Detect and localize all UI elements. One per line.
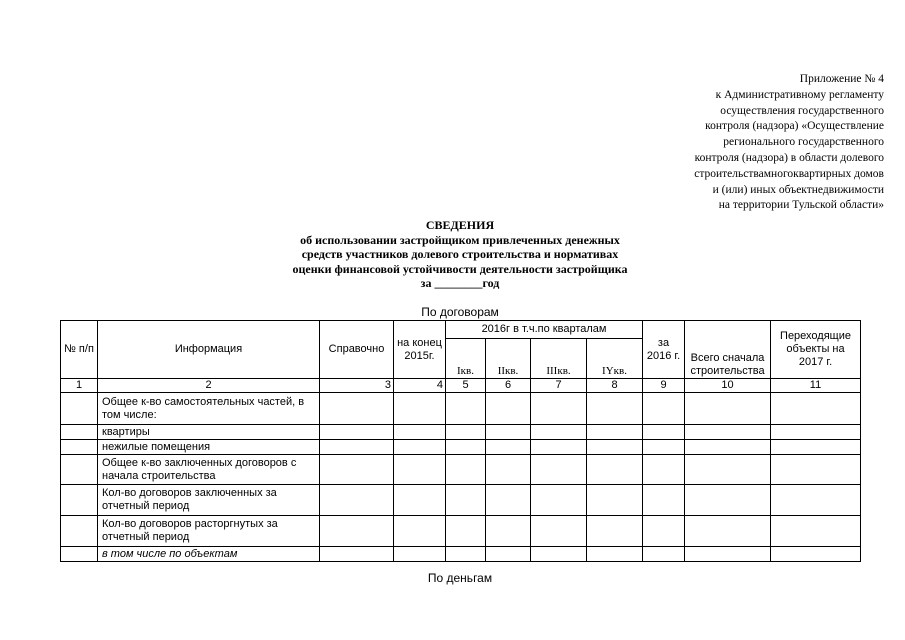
table-cell xyxy=(320,455,394,485)
row-label: квартиры xyxy=(98,425,320,440)
table-cell xyxy=(446,393,486,425)
table-cell xyxy=(320,516,394,547)
header-reference: Справочно xyxy=(320,321,394,379)
table-cell xyxy=(486,485,531,516)
table-cell xyxy=(446,485,486,516)
table-cell xyxy=(320,485,394,516)
header-end-2015: на конец 2015г. xyxy=(394,321,446,379)
column-number: 2 xyxy=(98,379,320,393)
table-cell xyxy=(643,516,685,547)
table-cell xyxy=(685,393,771,425)
table-cell xyxy=(643,485,685,516)
table-row xyxy=(61,516,861,547)
report-table xyxy=(60,320,861,562)
table-cell xyxy=(771,485,861,516)
table-cell xyxy=(61,485,98,516)
table-cell xyxy=(531,547,587,562)
row-label: Кол-во договоров расторгнутых за отчетный период xyxy=(98,516,320,547)
header-q1: Iкв. xyxy=(446,339,486,379)
table-cell xyxy=(587,516,643,547)
table-cell xyxy=(531,440,587,455)
table-cell xyxy=(771,516,861,547)
document-title: СВЕДЕНИЯ xyxy=(425,218,495,232)
column-number: 9 xyxy=(643,379,685,393)
heading-line: за ________год xyxy=(420,276,500,290)
header-row xyxy=(61,321,861,339)
table-cell xyxy=(643,425,685,440)
appendix-line: строительствамногоквартирных домов xyxy=(694,167,884,180)
column-number: 8 xyxy=(587,379,643,393)
table-cell xyxy=(446,547,486,562)
header-q4: IYкв. xyxy=(587,339,643,379)
header-total: Всего сначала строительства xyxy=(685,321,771,379)
table-cell xyxy=(394,425,446,440)
table-cell xyxy=(446,516,486,547)
table-row xyxy=(61,455,861,485)
table-cell xyxy=(486,393,531,425)
table-cell xyxy=(643,547,685,562)
table-cell xyxy=(771,455,861,485)
table-cell xyxy=(587,425,643,440)
table-row xyxy=(61,425,861,440)
table-cell xyxy=(61,393,98,425)
table-cell xyxy=(685,425,771,440)
column-number: 4 xyxy=(394,379,446,393)
table-cell xyxy=(486,440,531,455)
column-number: 7 xyxy=(531,379,587,393)
row-label: нежилые помещения xyxy=(98,440,320,455)
table-cell xyxy=(685,485,771,516)
table-cell xyxy=(394,455,446,485)
appendix-block xyxy=(600,72,884,214)
table-row xyxy=(61,440,861,455)
row-label: Кол-во договоров заключенных за отчетный период xyxy=(98,485,320,516)
row-label: Общее к-во самостоятельных частей, в том числе: xyxy=(98,393,320,425)
table-cell xyxy=(394,516,446,547)
table-row xyxy=(61,393,861,425)
column-number: 6 xyxy=(486,379,531,393)
table-row xyxy=(61,485,861,516)
row-label: Общее к-во заключенных договоров с начала строительства xyxy=(98,455,320,485)
table-cell xyxy=(61,455,98,485)
table-cell xyxy=(771,547,861,562)
table-cell xyxy=(320,440,394,455)
column-number-row xyxy=(61,379,861,393)
table-cell xyxy=(771,440,861,455)
table-cell xyxy=(446,440,486,455)
header-carryover: Переходящие объекты на 2017 г. xyxy=(771,321,861,379)
table-cell xyxy=(587,440,643,455)
table-cell xyxy=(486,425,531,440)
header-q2: IIкв. xyxy=(486,339,531,379)
table-cell xyxy=(394,393,446,425)
table-cell xyxy=(486,547,531,562)
table-cell xyxy=(531,393,587,425)
appendix-line: осуществления государственного xyxy=(720,104,884,117)
table-cell xyxy=(587,455,643,485)
heading-line: оценки финансовой устойчивости деятельности застройщика xyxy=(292,261,628,276)
header-quarters-group: 2016г в т.ч.по кварталам xyxy=(446,321,643,339)
table-cell xyxy=(394,440,446,455)
table-cell xyxy=(320,393,394,425)
appendix-line: к Административному регламенту xyxy=(715,88,884,101)
header-info: Информация xyxy=(98,321,320,379)
table-cell xyxy=(643,393,685,425)
table-cell xyxy=(587,547,643,562)
table-cell xyxy=(320,547,394,562)
table-cell xyxy=(320,425,394,440)
table-cell xyxy=(61,547,98,562)
table-cell xyxy=(61,440,98,455)
header-num: № п/п xyxy=(61,321,98,379)
heading-line: средств участников долевого строительства и нормативах xyxy=(301,247,619,261)
appendix-line: и (или) иных объектнедвижимости xyxy=(712,183,884,196)
appendix-line: на территории Тульской области» xyxy=(718,199,884,212)
heading-line: об использовании застройщиком привлеченных денежных xyxy=(300,232,620,247)
appendix-line: Приложение № 4 xyxy=(799,73,884,85)
table-cell xyxy=(446,455,486,485)
section-subtitle-contracts: По договорам xyxy=(421,305,499,319)
table-cell xyxy=(685,440,771,455)
column-number: 1 xyxy=(61,379,98,393)
column-number: 5 xyxy=(446,379,486,393)
table-cell xyxy=(643,440,685,455)
table-cell xyxy=(394,485,446,516)
table-cell xyxy=(531,485,587,516)
table-cell xyxy=(531,516,587,547)
table-cell xyxy=(771,393,861,425)
table-cell xyxy=(771,425,861,440)
table-cell xyxy=(685,547,771,562)
table-cell xyxy=(587,485,643,516)
table-cell xyxy=(446,425,486,440)
section-subtitle-money: По деньгам xyxy=(427,571,493,585)
table-cell xyxy=(685,455,771,485)
table-cell xyxy=(685,516,771,547)
table-cell xyxy=(486,516,531,547)
column-number: 10 xyxy=(685,379,771,393)
document-heading xyxy=(200,218,720,291)
table-cell xyxy=(61,516,98,547)
table-cell xyxy=(61,425,98,440)
row-label: в том числе по объектам xyxy=(98,547,320,562)
header-q3: IIIкв. xyxy=(531,339,587,379)
table-cell xyxy=(643,455,685,485)
column-number: 11 xyxy=(771,379,861,393)
appendix-line: контроля (надзора) «Осуществление xyxy=(705,120,884,133)
column-number: 3 xyxy=(320,379,394,393)
appendix-line: регионального государственного xyxy=(723,136,884,149)
table-cell xyxy=(531,425,587,440)
appendix-line: контроля (надзора) в области долевого xyxy=(694,151,884,164)
table-cell xyxy=(394,547,446,562)
table-cell xyxy=(531,455,587,485)
table-cell xyxy=(587,393,643,425)
table-row xyxy=(61,547,861,562)
header-year-2016: за 2016 г. xyxy=(643,321,685,379)
table-cell xyxy=(486,455,531,485)
